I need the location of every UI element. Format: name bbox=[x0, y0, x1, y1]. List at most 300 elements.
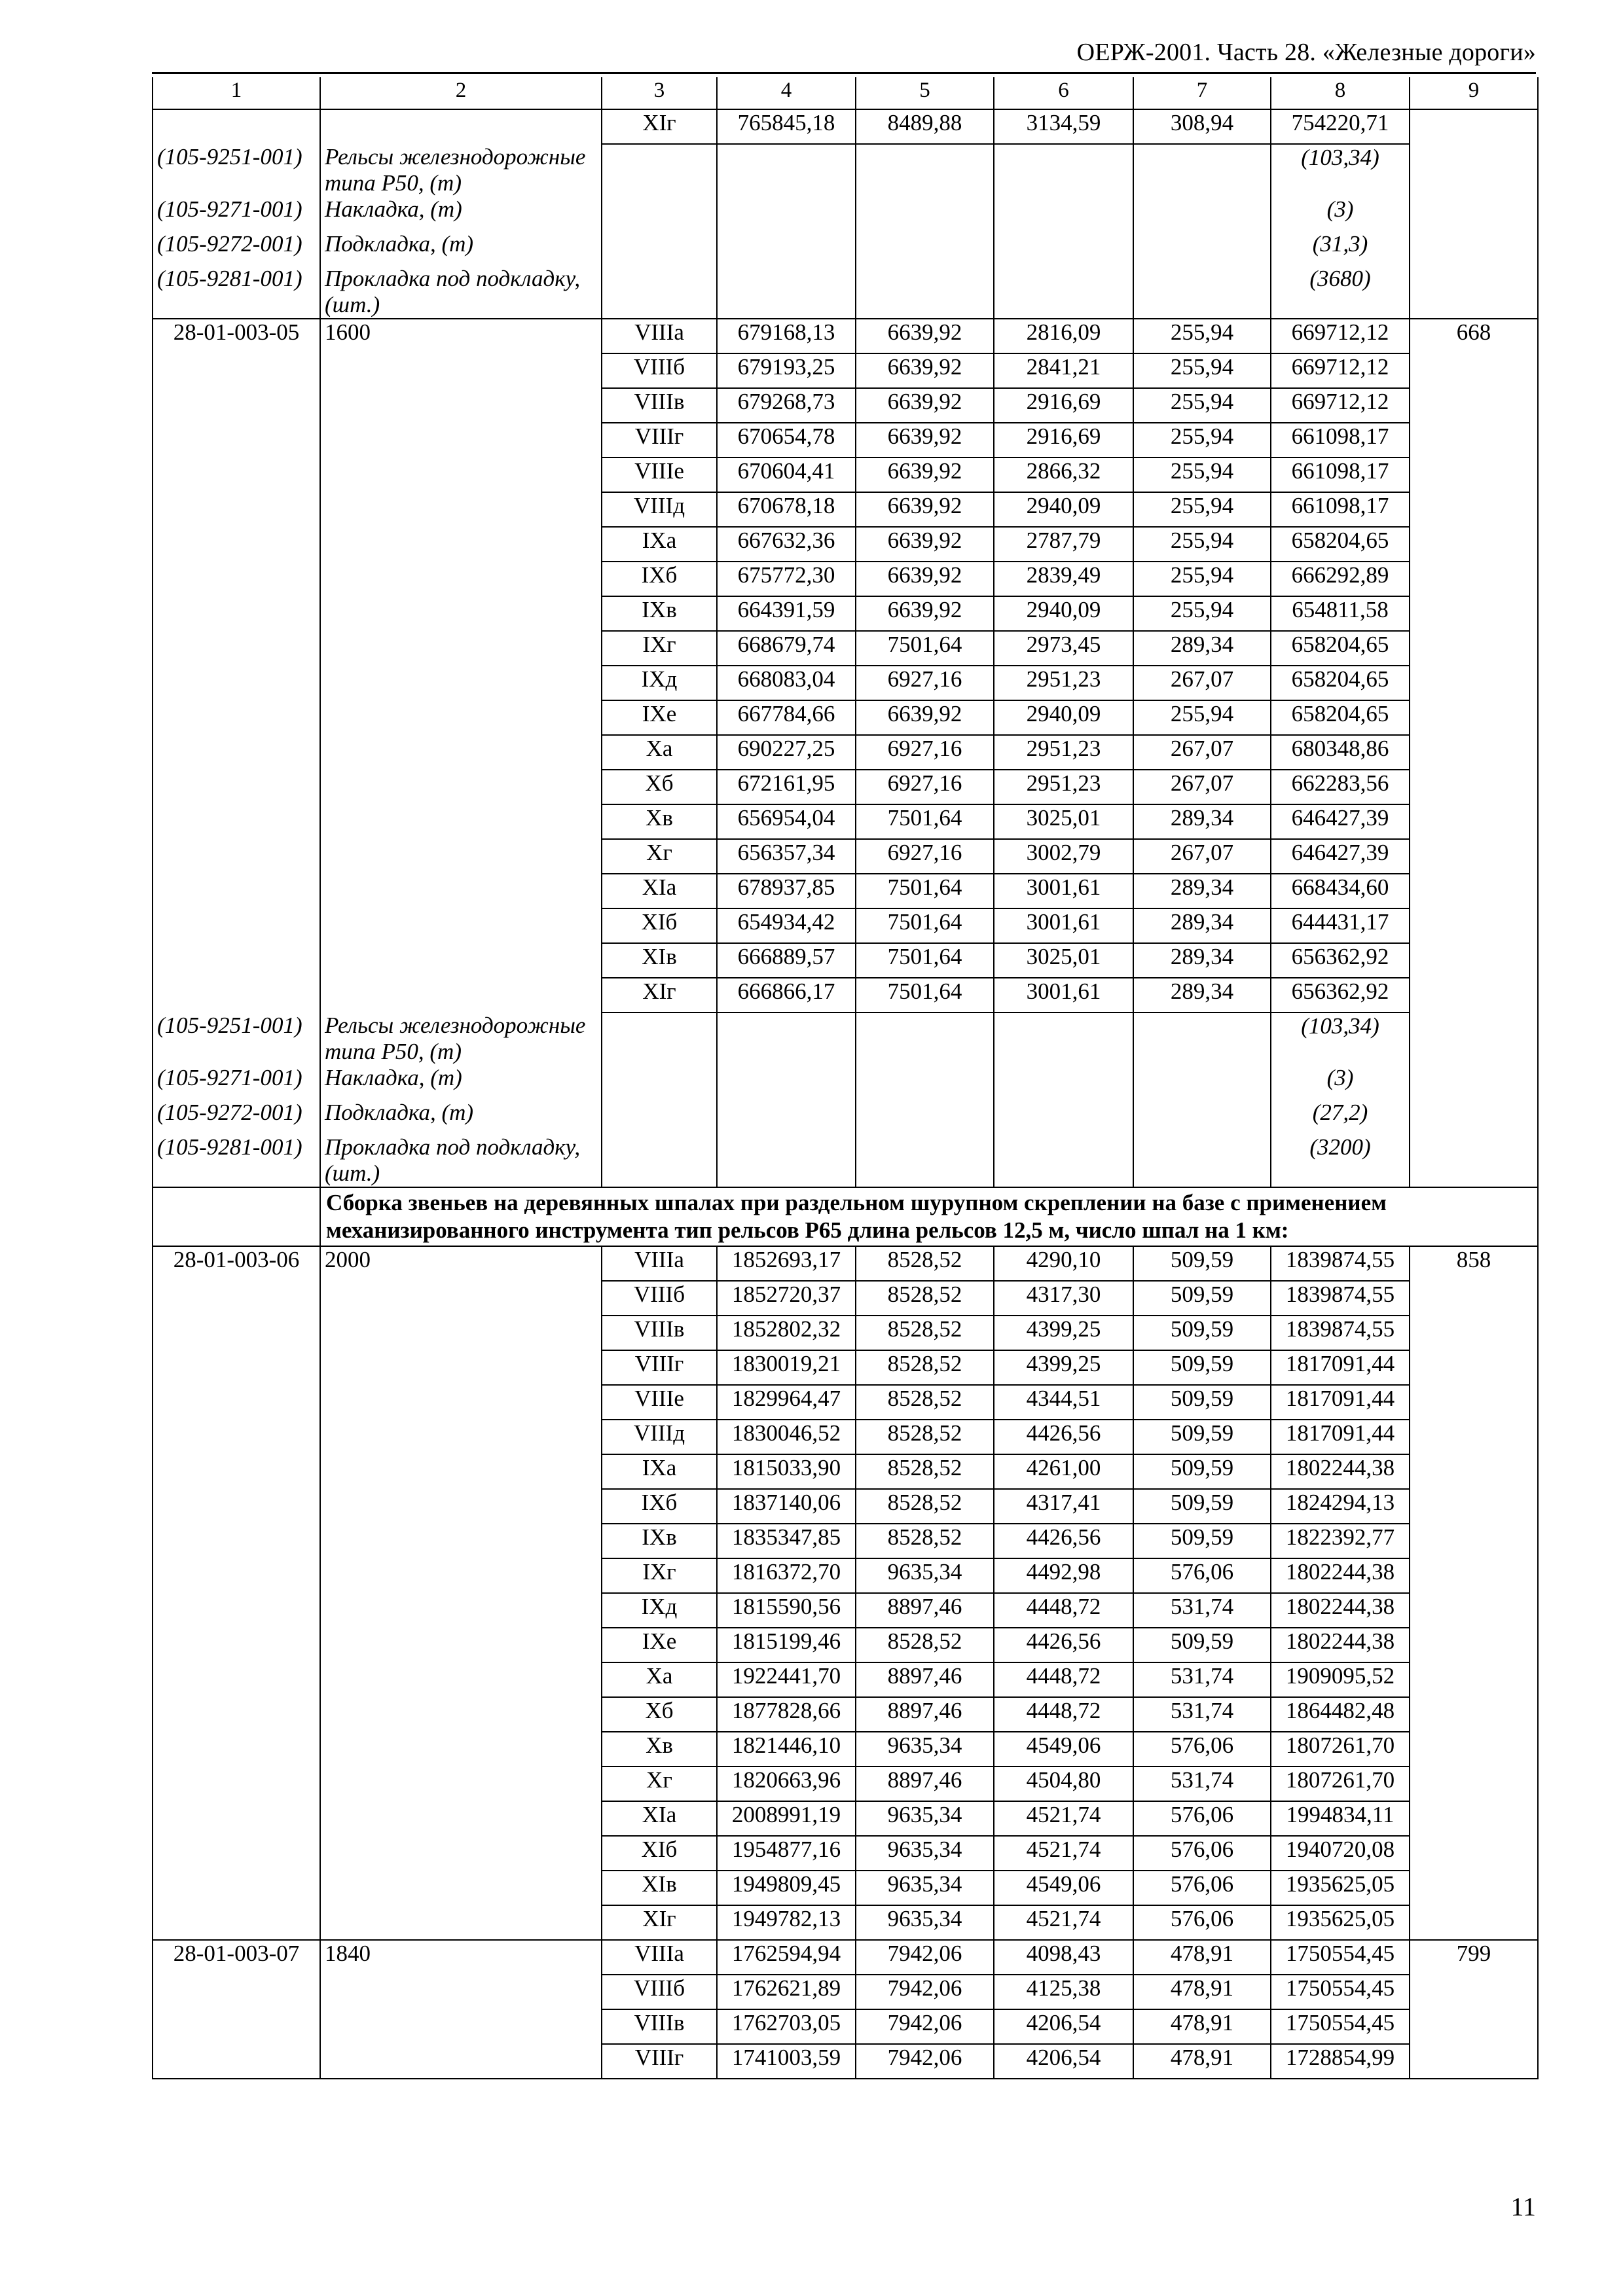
value-cell: 1877828,66 bbox=[717, 1697, 856, 1732]
table-row bbox=[153, 978, 1538, 1013]
table-row bbox=[153, 1316, 1538, 1350]
category: VIIIб bbox=[602, 1281, 717, 1316]
table-row bbox=[153, 1801, 1538, 1836]
rate-code bbox=[153, 1593, 320, 1628]
material-value: (3) bbox=[1271, 196, 1410, 231]
value-cell: 509,59 bbox=[1133, 1316, 1271, 1350]
value-cell: 267,07 bbox=[1133, 839, 1271, 874]
value-cell: 666866,17 bbox=[717, 978, 856, 1013]
value-cell: 8528,52 bbox=[856, 1420, 994, 1454]
value-cell: 7501,64 bbox=[856, 943, 994, 978]
rate-code bbox=[153, 457, 320, 492]
material-value: (103,34) bbox=[1271, 144, 1410, 196]
column-number: 1 bbox=[153, 77, 320, 109]
value-cell: 664391,59 bbox=[717, 596, 856, 631]
value-cell: 1852720,37 bbox=[717, 1281, 856, 1316]
value-cell: 7501,64 bbox=[856, 631, 994, 666]
value-cell: 680348,86 bbox=[1271, 735, 1410, 770]
value-cell: 8528,52 bbox=[856, 1489, 994, 1524]
value-cell: 1762621,89 bbox=[717, 1975, 856, 2009]
col9-value bbox=[1410, 457, 1538, 492]
value-cell: 7501,64 bbox=[856, 874, 994, 908]
value-cell: 661098,17 bbox=[1271, 423, 1410, 457]
empty-cell bbox=[994, 1134, 1133, 1187]
value-cell: 509,59 bbox=[1133, 1524, 1271, 1558]
category: IXе bbox=[602, 700, 717, 735]
rate-code bbox=[153, 1350, 320, 1385]
table-row bbox=[153, 2009, 1538, 2044]
material-value: (3200) bbox=[1271, 1134, 1410, 1187]
value-cell: 8528,52 bbox=[856, 1281, 994, 1316]
value-cell: 255,94 bbox=[1133, 423, 1271, 457]
col9-value bbox=[1410, 1836, 1538, 1871]
rate-code bbox=[153, 423, 320, 457]
value-cell: 669712,12 bbox=[1271, 319, 1410, 353]
empty-cell bbox=[994, 1065, 1133, 1100]
value-cell: 267,07 bbox=[1133, 666, 1271, 700]
rate-param bbox=[320, 700, 602, 735]
value-cell: 4098,43 bbox=[994, 1940, 1133, 1975]
material-name: Прокладка под подкладку, (шт.) bbox=[320, 266, 602, 319]
col9-value bbox=[1410, 423, 1538, 457]
category: XIв bbox=[602, 1871, 717, 1905]
empty-cell bbox=[602, 144, 717, 196]
column-number: 6 bbox=[994, 77, 1133, 109]
value-cell: 2916,69 bbox=[994, 423, 1133, 457]
empty-cell bbox=[717, 144, 856, 196]
category: VIIIв bbox=[602, 388, 717, 423]
category: IXг bbox=[602, 631, 717, 666]
value-cell: 8528,52 bbox=[856, 1524, 994, 1558]
value-cell: 1949782,13 bbox=[717, 1905, 856, 1940]
col9-value bbox=[1410, 1905, 1538, 1940]
category: VIIIг bbox=[602, 423, 717, 457]
value-cell: 2951,23 bbox=[994, 735, 1133, 770]
value-cell: 1940720,08 bbox=[1271, 1836, 1410, 1871]
value-cell: 1864482,48 bbox=[1271, 1697, 1410, 1732]
value-cell: 678937,85 bbox=[717, 874, 856, 908]
value-cell: 658204,65 bbox=[1271, 700, 1410, 735]
empty-cell bbox=[717, 231, 856, 266]
table-row bbox=[153, 1975, 1538, 2009]
col9-value bbox=[1410, 596, 1538, 631]
value-cell: 668434,60 bbox=[1271, 874, 1410, 908]
category: XIа bbox=[602, 1801, 717, 1836]
rate-param bbox=[320, 1316, 602, 1350]
value-cell: 478,91 bbox=[1133, 2009, 1271, 2044]
value-cell: 6639,92 bbox=[856, 562, 994, 596]
rate-code: 28-01-003-05 bbox=[153, 319, 320, 353]
rate-code bbox=[153, 1697, 320, 1732]
material-row bbox=[153, 231, 1538, 266]
category: VIIIа bbox=[602, 1246, 717, 1281]
rate-param: 1840 bbox=[320, 1940, 602, 1975]
value-cell: 7501,64 bbox=[856, 908, 994, 943]
value-cell: 478,91 bbox=[1133, 1940, 1271, 1975]
table-row bbox=[153, 1524, 1538, 1558]
value-cell: 8528,52 bbox=[856, 1628, 994, 1662]
empty-cell bbox=[602, 1065, 717, 1100]
category: IXб bbox=[602, 1489, 717, 1524]
empty-cell bbox=[1410, 266, 1538, 319]
value-cell: 1817091,44 bbox=[1271, 1350, 1410, 1385]
category: IXв bbox=[602, 1524, 717, 1558]
col9-value bbox=[1410, 109, 1538, 144]
value-cell: 4448,72 bbox=[994, 1593, 1133, 1628]
value-cell: 658204,65 bbox=[1271, 527, 1410, 562]
value-cell: 478,91 bbox=[1133, 2044, 1271, 2079]
value-cell: 8897,46 bbox=[856, 1593, 994, 1628]
value-cell: 6927,16 bbox=[856, 770, 994, 804]
rate-code bbox=[153, 1836, 320, 1871]
material-code: (105-9271-001) bbox=[153, 196, 320, 231]
table-row bbox=[153, 1905, 1538, 1940]
value-cell: 3001,61 bbox=[994, 978, 1133, 1013]
table-row bbox=[153, 1871, 1538, 1905]
material-row bbox=[153, 144, 1538, 196]
value-cell: 1750554,45 bbox=[1271, 2009, 1410, 2044]
material-name: Рельсы железнодорожные типа Р50, (т) bbox=[320, 144, 602, 196]
value-cell: 1741003,59 bbox=[717, 2044, 856, 2079]
column-numbers-row bbox=[153, 77, 1538, 109]
category: IXг bbox=[602, 1558, 717, 1593]
category: IXб bbox=[602, 562, 717, 596]
value-cell: 9635,34 bbox=[856, 1558, 994, 1593]
rate-code: 28-01-003-06 bbox=[153, 1246, 320, 1281]
rates-table bbox=[152, 77, 1539, 2079]
page-header: ОЕРЖ-2001. Часть 28. «Железные дороги» bbox=[1076, 39, 1536, 66]
empty-cell bbox=[994, 196, 1133, 231]
rate-param bbox=[320, 562, 602, 596]
value-cell: 1802244,38 bbox=[1271, 1593, 1410, 1628]
rate-param bbox=[320, 908, 602, 943]
table-row bbox=[153, 666, 1538, 700]
value-cell: 7501,64 bbox=[856, 804, 994, 839]
rate-code: 28-01-003-07 bbox=[153, 1940, 320, 1975]
rate-param: 2000 bbox=[320, 1246, 602, 1281]
value-cell: 1817091,44 bbox=[1271, 1420, 1410, 1454]
col9-value bbox=[1410, 943, 1538, 978]
value-cell: 4125,38 bbox=[994, 1975, 1133, 2009]
value-cell: 8897,46 bbox=[856, 1662, 994, 1697]
value-cell: 1839874,55 bbox=[1271, 1246, 1410, 1281]
value-cell: 8897,46 bbox=[856, 1767, 994, 1801]
value-cell: 656954,04 bbox=[717, 804, 856, 839]
category: VIIIд bbox=[602, 492, 717, 527]
table-row bbox=[153, 1385, 1538, 1420]
value-cell: 1802244,38 bbox=[1271, 1628, 1410, 1662]
value-cell: 656362,92 bbox=[1271, 978, 1410, 1013]
rate-code bbox=[153, 839, 320, 874]
table-row bbox=[153, 735, 1538, 770]
empty-cell bbox=[602, 231, 717, 266]
rate-param bbox=[320, 596, 602, 631]
category: Xб bbox=[602, 770, 717, 804]
col9-value bbox=[1410, 1732, 1538, 1767]
category: Xв bbox=[602, 1732, 717, 1767]
value-cell: 1807261,70 bbox=[1271, 1732, 1410, 1767]
empty-cell bbox=[1410, 1013, 1538, 1065]
material-value: (27,2) bbox=[1271, 1100, 1410, 1134]
value-cell: 2951,23 bbox=[994, 770, 1133, 804]
value-cell: 289,34 bbox=[1133, 943, 1271, 978]
value-cell: 1820663,96 bbox=[717, 1767, 856, 1801]
value-cell: 1822392,77 bbox=[1271, 1524, 1410, 1558]
value-cell: 509,59 bbox=[1133, 1281, 1271, 1316]
table-row bbox=[153, 1246, 1538, 1281]
category: XIг bbox=[602, 1905, 717, 1940]
material-row bbox=[153, 196, 1538, 231]
rate-code bbox=[153, 700, 320, 735]
value-cell: 668679,74 bbox=[717, 631, 856, 666]
value-cell: 4426,56 bbox=[994, 1420, 1133, 1454]
material-row bbox=[153, 266, 1538, 319]
value-cell: 667784,66 bbox=[717, 700, 856, 735]
rate-param bbox=[320, 1489, 602, 1524]
value-cell: 7942,06 bbox=[856, 1940, 994, 1975]
value-cell: 646427,39 bbox=[1271, 804, 1410, 839]
value-cell: 9635,34 bbox=[856, 1732, 994, 1767]
value-cell: 289,34 bbox=[1133, 804, 1271, 839]
empty-cell bbox=[1410, 196, 1538, 231]
value-cell: 6927,16 bbox=[856, 666, 994, 700]
value-cell: 2787,79 bbox=[994, 527, 1133, 562]
table-row bbox=[153, 388, 1538, 423]
rate-code bbox=[153, 1662, 320, 1697]
rate-param bbox=[320, 1350, 602, 1385]
category: IXв bbox=[602, 596, 717, 631]
value-cell: 8528,52 bbox=[856, 1385, 994, 1420]
value-cell: 7942,06 bbox=[856, 2044, 994, 2079]
value-cell: 1807261,70 bbox=[1271, 1767, 1410, 1801]
table-row bbox=[153, 874, 1538, 908]
value-cell: 654811,58 bbox=[1271, 596, 1410, 631]
value-cell: 255,94 bbox=[1133, 492, 1271, 527]
category: VIIIа bbox=[602, 319, 717, 353]
empty-cell bbox=[602, 266, 717, 319]
value-cell: 670678,18 bbox=[717, 492, 856, 527]
rate-code bbox=[153, 109, 320, 144]
table-row bbox=[153, 1558, 1538, 1593]
value-cell: 509,59 bbox=[1133, 1350, 1271, 1385]
value-cell: 4549,06 bbox=[994, 1732, 1133, 1767]
col9-value bbox=[1410, 1767, 1538, 1801]
col9-value bbox=[1410, 562, 1538, 596]
rate-code bbox=[153, 874, 320, 908]
value-cell: 308,94 bbox=[1133, 109, 1271, 144]
rate-code bbox=[153, 1871, 320, 1905]
material-code: (105-9281-001) bbox=[153, 1134, 320, 1187]
value-cell: 1750554,45 bbox=[1271, 1975, 1410, 2009]
rate-param bbox=[320, 492, 602, 527]
value-cell: 9635,34 bbox=[856, 1871, 994, 1905]
category: VIIIд bbox=[602, 1420, 717, 1454]
col9-value bbox=[1410, 770, 1538, 804]
rate-code bbox=[153, 1454, 320, 1489]
col9-value bbox=[1410, 1871, 1538, 1905]
rate-code bbox=[153, 1975, 320, 2009]
value-cell: 6639,92 bbox=[856, 423, 994, 457]
empty-cell bbox=[856, 144, 994, 196]
value-cell: 661098,17 bbox=[1271, 457, 1410, 492]
rate-param bbox=[320, 666, 602, 700]
category: Xб bbox=[602, 1697, 717, 1732]
col9-value bbox=[1410, 1628, 1538, 1662]
col9-value: 858 bbox=[1410, 1246, 1538, 1281]
table-row bbox=[153, 2044, 1538, 2079]
table-row bbox=[153, 1281, 1538, 1316]
rate-param bbox=[320, 1871, 602, 1905]
value-cell: 8897,46 bbox=[856, 1697, 994, 1732]
rate-code bbox=[153, 1385, 320, 1420]
value-cell: 644431,17 bbox=[1271, 908, 1410, 943]
value-cell: 509,59 bbox=[1133, 1246, 1271, 1281]
rate-param bbox=[320, 1662, 602, 1697]
col9-value bbox=[1410, 1558, 1538, 1593]
value-cell: 2839,49 bbox=[994, 562, 1133, 596]
rate-param bbox=[320, 770, 602, 804]
material-row bbox=[153, 1013, 1538, 1065]
col9-value bbox=[1410, 527, 1538, 562]
rate-code bbox=[153, 388, 320, 423]
col9-value bbox=[1410, 1454, 1538, 1489]
table-row bbox=[153, 770, 1538, 804]
value-cell: 1839874,55 bbox=[1271, 1316, 1410, 1350]
rate-param bbox=[320, 353, 602, 388]
empty-cell bbox=[1410, 231, 1538, 266]
col9-value bbox=[1410, 388, 1538, 423]
material-code: (105-9272-001) bbox=[153, 1100, 320, 1134]
material-name: Подкладка, (т) bbox=[320, 231, 602, 266]
value-cell: 255,94 bbox=[1133, 457, 1271, 492]
rate-code bbox=[153, 770, 320, 804]
empty-cell bbox=[1410, 1065, 1538, 1100]
col9-value bbox=[1410, 2044, 1538, 2079]
value-cell: 8528,52 bbox=[856, 1246, 994, 1281]
rate-code bbox=[153, 492, 320, 527]
rate-param bbox=[320, 943, 602, 978]
rate-param bbox=[320, 874, 602, 908]
value-cell: 672161,95 bbox=[717, 770, 856, 804]
value-cell: 255,94 bbox=[1133, 596, 1271, 631]
table-row bbox=[153, 1593, 1538, 1628]
table-row bbox=[153, 839, 1538, 874]
value-cell: 255,94 bbox=[1133, 388, 1271, 423]
rate-code bbox=[153, 1281, 320, 1316]
table-row bbox=[153, 1697, 1538, 1732]
value-cell: 2940,09 bbox=[994, 596, 1133, 631]
table-row bbox=[153, 1350, 1538, 1385]
rate-param bbox=[320, 1975, 602, 2009]
value-cell: 3025,01 bbox=[994, 943, 1133, 978]
value-cell: 531,74 bbox=[1133, 1662, 1271, 1697]
value-cell: 654934,42 bbox=[717, 908, 856, 943]
value-cell: 8528,52 bbox=[856, 1316, 994, 1350]
value-cell: 4317,41 bbox=[994, 1489, 1133, 1524]
value-cell: 690227,25 bbox=[717, 735, 856, 770]
value-cell: 1837140,06 bbox=[717, 1489, 856, 1524]
value-cell: 7501,64 bbox=[856, 978, 994, 1013]
value-cell: 670654,78 bbox=[717, 423, 856, 457]
value-cell: 1830046,52 bbox=[717, 1420, 856, 1454]
value-cell: 661098,17 bbox=[1271, 492, 1410, 527]
column-number: 3 bbox=[602, 77, 717, 109]
category: VIIIе bbox=[602, 1385, 717, 1420]
table-row bbox=[153, 527, 1538, 562]
category: IXа bbox=[602, 1454, 717, 1489]
empty-cell bbox=[994, 144, 1133, 196]
section-title: Сборка звеньев на деревянных шпалах при раздельном шурупном скреплении на базе с применением механизированного инструмента тип рельсов Р65 длина рельсов 12,5 м, число шпал на 1 км: bbox=[320, 1187, 1538, 1246]
category: VIIIв bbox=[602, 2009, 717, 2044]
col9-value bbox=[1410, 700, 1538, 735]
col9-value bbox=[1410, 1524, 1538, 1558]
value-cell: 2841,21 bbox=[994, 353, 1133, 388]
value-cell: 267,07 bbox=[1133, 770, 1271, 804]
value-cell: 658204,65 bbox=[1271, 631, 1410, 666]
value-cell: 675772,30 bbox=[717, 562, 856, 596]
value-cell: 1852802,32 bbox=[717, 1316, 856, 1350]
empty-cell bbox=[602, 1100, 717, 1134]
value-cell: 6639,92 bbox=[856, 700, 994, 735]
empty-cell bbox=[856, 1065, 994, 1100]
empty-cell bbox=[856, 1013, 994, 1065]
value-cell: 509,59 bbox=[1133, 1385, 1271, 1420]
table-row bbox=[153, 700, 1538, 735]
value-cell: 267,07 bbox=[1133, 735, 1271, 770]
table-row bbox=[153, 804, 1538, 839]
rate-code bbox=[153, 2009, 320, 2044]
rate-param bbox=[320, 2044, 602, 2079]
value-cell: 679268,73 bbox=[717, 388, 856, 423]
category: VIIIб bbox=[602, 353, 717, 388]
value-cell: 2973,45 bbox=[994, 631, 1133, 666]
value-cell: 679168,13 bbox=[717, 319, 856, 353]
rate-param bbox=[320, 527, 602, 562]
column-number: 5 bbox=[856, 77, 994, 109]
empty-cell bbox=[856, 1100, 994, 1134]
value-cell: 656357,34 bbox=[717, 839, 856, 874]
empty-cell bbox=[1410, 144, 1538, 196]
table-row bbox=[153, 492, 1538, 527]
category: Xа bbox=[602, 735, 717, 770]
material-name: Накладка, (т) bbox=[320, 196, 602, 231]
empty-cell bbox=[994, 231, 1133, 266]
empty-cell bbox=[153, 1187, 320, 1246]
rate-code bbox=[153, 631, 320, 666]
value-cell: 1994834,11 bbox=[1271, 1801, 1410, 1836]
header-rule bbox=[152, 72, 1536, 74]
value-cell: 669712,12 bbox=[1271, 388, 1410, 423]
category: VIIIг bbox=[602, 2044, 717, 2079]
empty-cell bbox=[717, 266, 856, 319]
rate-code bbox=[153, 1767, 320, 1801]
value-cell: 289,34 bbox=[1133, 631, 1271, 666]
empty-cell bbox=[717, 196, 856, 231]
value-cell: 8528,52 bbox=[856, 1454, 994, 1489]
table-row bbox=[153, 596, 1538, 631]
rate-param bbox=[320, 109, 602, 144]
empty-cell bbox=[856, 231, 994, 266]
rate-param bbox=[320, 1524, 602, 1558]
empty-cell bbox=[1410, 1100, 1538, 1134]
value-cell: 255,94 bbox=[1133, 527, 1271, 562]
rate-param bbox=[320, 1281, 602, 1316]
value-cell: 6639,92 bbox=[856, 353, 994, 388]
table-row bbox=[153, 631, 1538, 666]
rate-param bbox=[320, 839, 602, 874]
value-cell: 255,94 bbox=[1133, 353, 1271, 388]
category: Xа bbox=[602, 1662, 717, 1697]
